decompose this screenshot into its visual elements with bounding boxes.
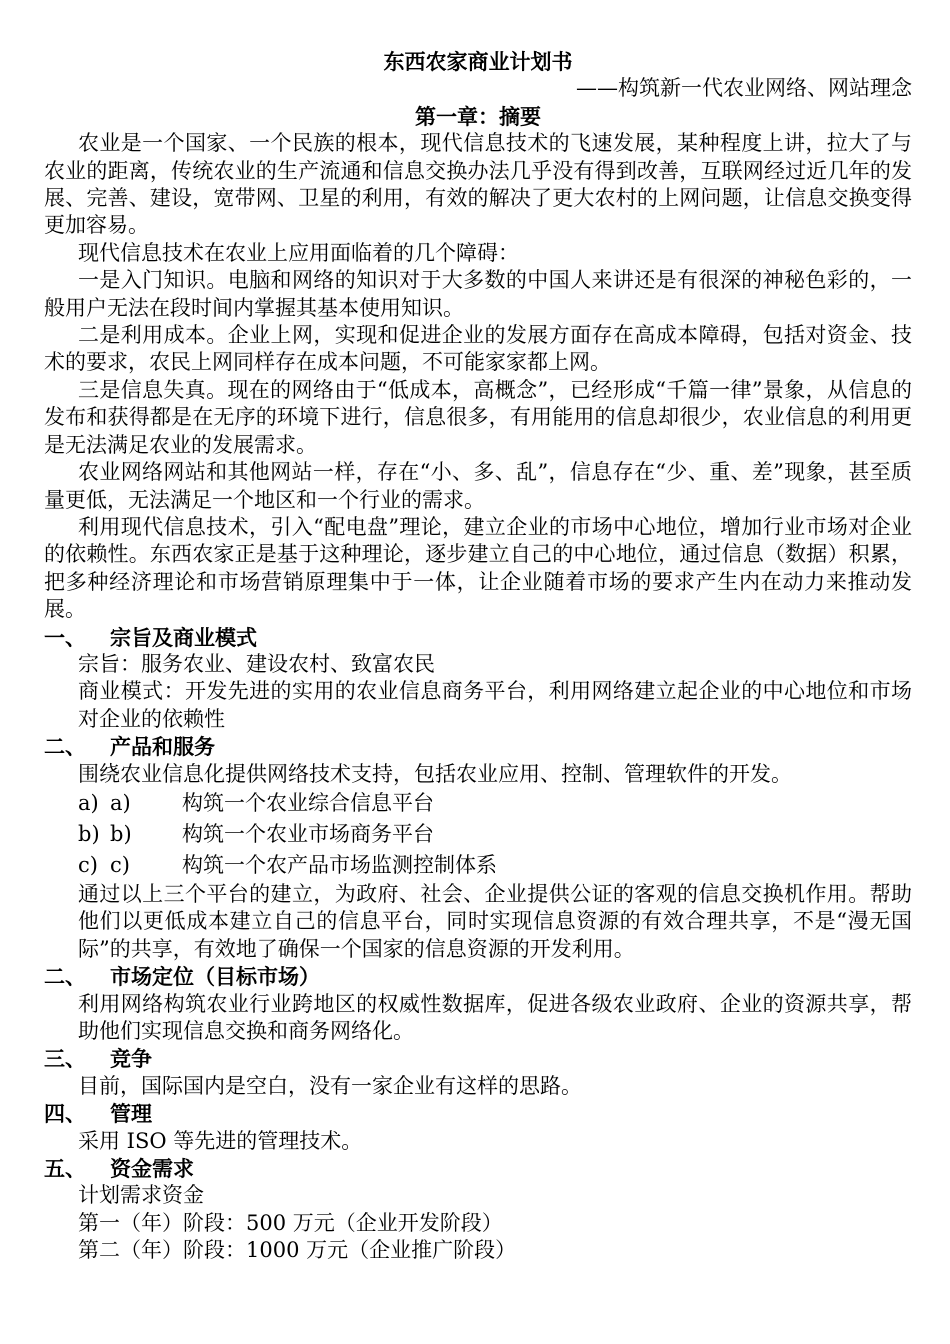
- section-title: 产品和服务: [110, 734, 215, 760]
- section-text: 计划需求资金: [78, 1183, 204, 1208]
- section-heading-management: [44, 1100, 912, 1127]
- list-marker: b): [78, 821, 100, 846]
- section-heading-funding: [44, 1155, 912, 1182]
- list-item: [44, 850, 912, 881]
- section-text: 利用网络构筑农业行业跨地区的权威性数据库，促进各级农业政府、企业的资源共享，帮助他们实现信息交换和商务网络化。: [78, 991, 912, 1043]
- list-item-text: 构筑一个农产品市场监测控制体系: [182, 852, 497, 877]
- list-marker: c): [110, 852, 130, 877]
- section-title: 宗旨及商业模式: [110, 624, 257, 650]
- list-item: [44, 788, 912, 819]
- section-text: 围绕农业信息化提供网络技术支持，包括农业应用、控制、管理软件的开发。: [78, 761, 792, 786]
- intro-paragraph: 二是利用成本。企业上网，实现和促进企业的发展方面存在高成本障碍，包括对资金、技术的要求，农民上网同样存在成本问题，不可能家家都上网。: [44, 323, 912, 375]
- list-item-text: 构筑一个农业综合信息平台: [182, 790, 434, 815]
- section-title: 资金需求: [110, 1156, 194, 1182]
- section-text: 采用 ISO 等先进的管理技术。: [78, 1128, 363, 1153]
- section-number: 四、: [44, 1101, 86, 1127]
- section-heading-competition: [44, 1045, 912, 1072]
- section-heading-products: [44, 733, 912, 760]
- intro-paragraph: 现代信息技术在农业上应用面临着的几个障碍：: [78, 240, 519, 265]
- section-heading-mission: [44, 624, 912, 651]
- section-title: 市场定位（目标市场）: [110, 964, 320, 990]
- section-text: 通过以上三个平台的建立，为政府、社会、企业提供公证的客观的信息交换机作用。帮助他们以更低成本建立自己的信息平台，同时实现信息资源的有效合理共享，不是“漫无国际”的共享，有效地了确保一个国家的信息资源的开发利用。: [78, 881, 912, 961]
- list-marker: b): [110, 821, 132, 846]
- section-number: 三、: [44, 1046, 86, 1072]
- chapter-heading: 第一章：摘要: [415, 103, 541, 129]
- document-page: [44, 48, 912, 1265]
- section-number: 五、: [44, 1156, 86, 1182]
- section-text: 第一（年）阶段：500 万元（企业开发阶段）: [78, 1210, 503, 1235]
- section-number: 二、: [44, 734, 86, 760]
- section-text: 商业模式：开发先进的实用的农业信息商务平台，利用网络建立起企业的中心地位和市场对企业的依赖性: [78, 679, 912, 731]
- section-text: 目前，国际国内是空白，没有一家企业有这样的思路。: [78, 1073, 582, 1098]
- intro-paragraph: 农业是一个国家、一个民族的根本，现代信息技术的飞速发展，某种程度上讲，拉大了与农业的距离，传统农业的生产流通和信息交换办法几乎没有得到改善，互联网经过近几年的发展、完善、建设，宽带网、卫星的利用，有效的解决了更大农村的上网问题，让信息交换变得更加容易。: [44, 131, 912, 238]
- list-item: [44, 819, 912, 850]
- document-title: 东西农家商业计划书: [383, 49, 573, 74]
- section-text: 第二（年）阶段：1000 万元（企业推广阶段）: [78, 1238, 517, 1263]
- section-number: 二、: [44, 964, 86, 990]
- document-subtitle: ——构筑新一代农业网络、网站理念: [576, 76, 912, 101]
- list-marker: a): [78, 790, 99, 815]
- section-number: 一、: [44, 624, 86, 650]
- intro-paragraph: 一是入门知识。电脑和网络的知识对于大多数的中国人来讲还是有很深的神秘色彩的，一般用户无法在段时间内掌握其基本使用知识。: [44, 268, 912, 320]
- section-title: 管理: [110, 1101, 152, 1127]
- list-marker: a): [110, 790, 131, 815]
- intro-paragraph: 利用现代信息技术，引入“配电盘”理论，建立企业的市场中心地位，增加行业市场对企业的依赖性。东西农家正是基于这种理论，逐步建立自己的中心地位，通过信息（数据）积累，把多种经济理论和市场营销原理集中于一体，让企业随着市场的要求产生内在动力来推动发展。: [44, 514, 912, 622]
- list-item-text: 构筑一个农业市场商务平台: [182, 821, 434, 846]
- section-title: 竞争: [110, 1046, 152, 1072]
- section-text: 宗旨：服务农业、建设农村、致富农民: [78, 651, 435, 676]
- intro-paragraph: 三是信息失真。现在的网络由于“低成本，高概念”，已经形成“千篇一律”景象，从信息的发布和获得都是在无序的环境下进行，信息很多，有用能用的信息却很少，农业信息的利用更是无法满足农业的发展需求。: [44, 377, 912, 457]
- list-marker: c): [78, 852, 98, 877]
- section-heading-market: [44, 963, 912, 990]
- intro-paragraph: 农业网络网站和其他网站一样，存在“小、多、乱”，信息存在“少、重、差”现象，甚至质量更低，无法满足一个地区和一个行业的需求。: [44, 460, 912, 512]
